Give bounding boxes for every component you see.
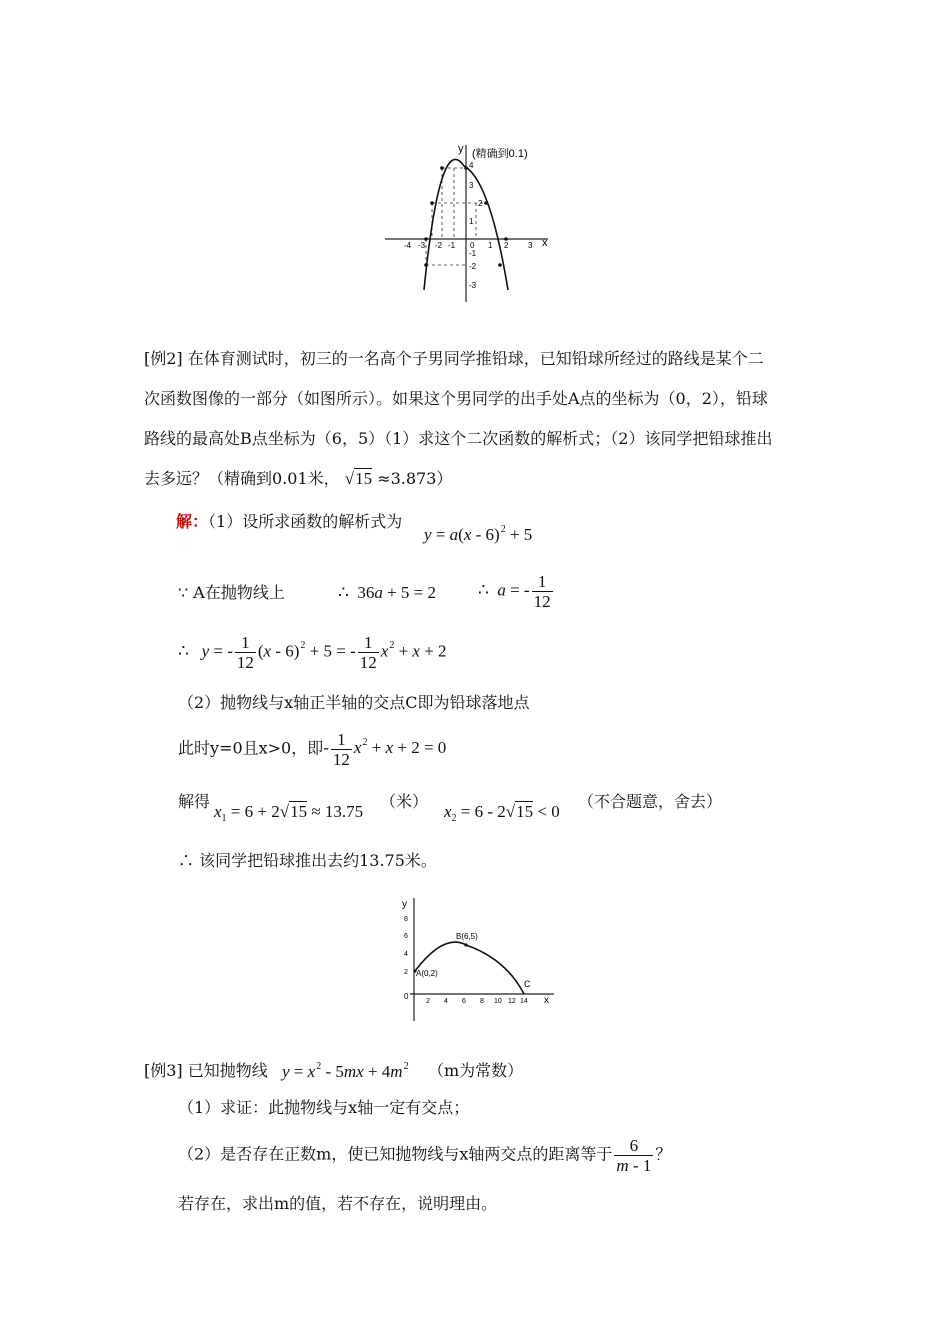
problem-line-2: 次函数图像的一部分（如图所示）。如果这个男同学的出手处A点的坐标为（0，2），铅球	[144, 389, 768, 408]
x-tick: 6	[462, 998, 466, 1005]
conclusion: ∴ 该同学把铅球推出去约13.75米。	[178, 851, 437, 870]
point-c-label: C	[524, 979, 531, 989]
example2-problem	[144, 349, 814, 499]
problem-line-1: 在体育测试时，初三的一名高个子男同学推铅球，已知铅球所经过的路线是某个二	[187, 349, 764, 368]
a-value: ∴ a = - $\frac{1}{12}$	[478, 572, 551, 611]
y-tick: 2	[478, 199, 483, 208]
precision-note: (精确到0.1)	[472, 148, 528, 160]
solution-label: 解：	[176, 512, 209, 531]
x-tick: 3	[528, 241, 533, 250]
y-tick: -3	[469, 281, 477, 290]
problem-line-4: 去多远？（精确到0.01米，	[144, 469, 340, 488]
example3-intro: [例3] 已知抛物线	[144, 1061, 268, 1080]
step3-text: 此时y=0且x>0，即	[178, 738, 324, 758]
example3-parabola: $y = x^2 - 5mx + 4m^2$	[282, 1061, 409, 1081]
vertex-form-formula: y = a(x - 6)$^2$ + 5	[424, 524, 533, 544]
y-tick: -1	[469, 249, 477, 258]
y-axis-label: y	[402, 899, 407, 910]
x-tick: -3	[418, 241, 426, 250]
x-axis-label: x	[544, 995, 549, 1006]
point-a-label: A(0,2)	[416, 969, 438, 978]
example-tag: [例3]	[144, 1061, 183, 1080]
sqrt-15-expr: √15	[344, 469, 373, 488]
y-tick: 1	[469, 217, 474, 226]
step2-text: （2）抛物线与x轴正半轴的交点C即为铅球落地点	[178, 693, 530, 712]
example3-q1: （1）求证：此抛物线与x轴一定有交点；	[178, 1098, 470, 1117]
x-tick: -2	[435, 241, 443, 250]
x-tick: 8	[480, 998, 484, 1005]
sqrt-15-approx: ≈3.873）	[377, 469, 453, 488]
y-tick: 6	[404, 933, 408, 940]
y-tick: 4	[404, 951, 408, 958]
example3-q2: （2）是否存在正数m，使已知抛物线与x轴两交点的距离等于 $\frac{6}{m - 1}$ ？	[178, 1136, 672, 1175]
equation-36a: ∴ 36a + 5 = 2	[338, 583, 437, 602]
function-expression: ∴ y = - $\frac{1}{12}$ (x - 6)$^2$ + 5 = - $\frac{1}{12}$ $x^2 + x + 2$	[178, 633, 447, 672]
solve-label: 解得	[178, 792, 211, 811]
x-tick: 2	[426, 998, 430, 1005]
y-tick: -2	[469, 262, 477, 271]
problem-line-3: 路线的最高处B点坐标为（6，5）（1）求这个二次函数的解析式；（2）该同学把铅球推出	[144, 429, 773, 448]
y-tick: 3	[469, 181, 474, 190]
parabola-sketch-figure	[380, 140, 570, 310]
root-x2: $x_2 = 6 - 2√15 < 0$	[444, 802, 560, 824]
y-tick: 4	[469, 161, 474, 170]
because-a-on-parabola: ∵ A在抛物线上	[178, 583, 285, 602]
origin-label: 0	[404, 992, 409, 1001]
x-tick: 4	[444, 998, 448, 1005]
y-tick: 2	[404, 969, 408, 976]
x-tick: 2	[504, 241, 509, 250]
x-tick: 12	[508, 998, 516, 1005]
root-x1: $x_1 = 6 + 2√15 \approx 13.75$	[214, 802, 364, 824]
solution-step1	[176, 512, 402, 532]
reject-note: （不合题意，舍去）	[578, 792, 723, 811]
guide-lines	[426, 168, 486, 265]
unit-meters: （米）	[380, 792, 429, 811]
x-tick: 0	[470, 241, 475, 250]
x-tick: -1	[448, 241, 456, 250]
step3-line: 此时y=0且x>0，即- $\frac{1}{12}$ $x^2 + x + 2 = 0$	[178, 730, 447, 769]
shot-put-trajectory-figure	[396, 893, 558, 1025]
example-tag: [例2]	[144, 349, 183, 368]
x-tick: 10	[494, 998, 502, 1005]
x-tick: -4	[404, 241, 412, 250]
step1-text: （1）设所求函数的解析式为	[208, 512, 403, 531]
y-tick: 8	[404, 916, 408, 923]
example3-q3: 若存在，求出m的值，若不存在，说明理由。	[178, 1194, 498, 1213]
example3-note: （m为常数）	[428, 1061, 524, 1080]
x-tick: 1	[488, 241, 493, 250]
x-tick: 14	[520, 998, 528, 1005]
y-axis-label: y	[458, 143, 464, 155]
x-axis-label: x	[542, 237, 548, 249]
point-b-label: B(6,5)	[456, 932, 478, 941]
